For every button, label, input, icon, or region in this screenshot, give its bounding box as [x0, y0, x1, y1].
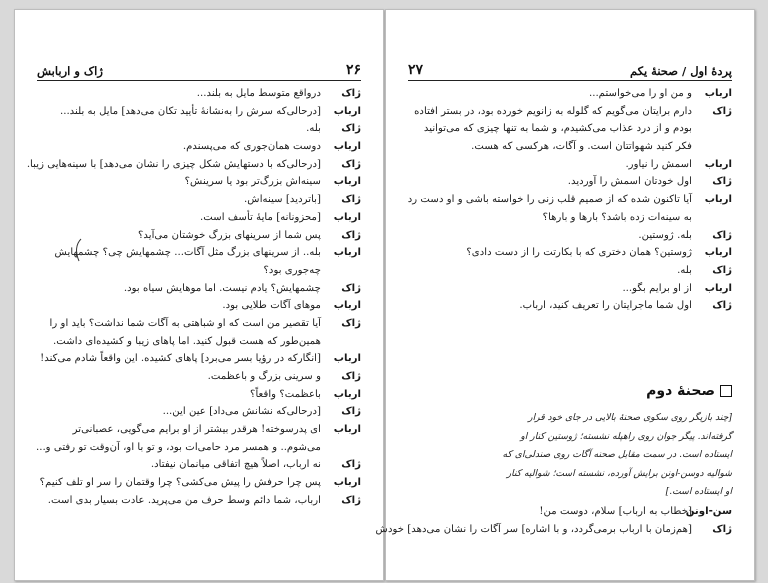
pen-mark — [73, 238, 83, 262]
left-page — [14, 9, 384, 581]
dialogue-line — [37, 300, 361, 318]
dialogue-text: ارباب، شما دائم وسط حرف من می‌پرید. عادت بسیار بدی است. — [47, 494, 321, 506]
dialogue-text: آیا تاکنون شده که از صمیم قلب زنی را خواسته باشی و او دست رد — [407, 194, 692, 206]
dialogue-line — [37, 318, 361, 336]
dialogue-text: [درحالی‌که سرش را به‌نشانهٔ تأیید تکان می‌دهد] مایل به بلند... — [59, 105, 321, 117]
left-page-dialogue — [26, 88, 361, 513]
dialogue-text: ای پدرسوخته! هرقدر بیشتر از او برایم می‌گویی، عصبانی‌تر — [72, 424, 321, 436]
dialogue-text: به سینه‌ات زده باشد؟ بارها و بارها؟ — [542, 211, 692, 223]
dialogue-line — [408, 506, 732, 524]
speaker-name: ارباب — [333, 141, 361, 153]
stage-direction-line: [چند بازیگر روی سکوی صحنهٔ بالایی در جای خود قرار — [528, 412, 732, 423]
dialogue-text: دارم برایتان می‌گویم که گلوله به زانویم خورده بود، در بستر افتاده — [414, 105, 692, 117]
dialogue-line — [37, 176, 361, 194]
speaker-name: ارباب — [333, 176, 361, 188]
dialogue-text: باعظمت؟ واقعاً؟ — [250, 388, 321, 400]
dialogue-line — [37, 353, 361, 371]
dialogue-line — [37, 106, 361, 124]
dialogue-line — [408, 300, 732, 318]
dialogue-text: می‌شوم.. و همسر مرد حامی‌ات بود، و تو با او، آن‌وقت تو رفتی و... — [35, 441, 321, 453]
speaker-name: ژاک — [712, 264, 732, 276]
dialogue-line — [37, 424, 361, 442]
left-page-header-title: ژاک و اربابش — [37, 64, 103, 78]
dialogue-text: [هم‌زمان با ارباب برمی‌گردد، و با اشاره] سر آگات را نشان می‌دهد] خودش — [375, 523, 692, 535]
dialogue-line — [408, 123, 732, 141]
dialogue-line — [408, 265, 732, 283]
dialogue-line — [37, 247, 361, 265]
dialogue-line — [408, 88, 732, 106]
dialogue-line — [408, 141, 732, 159]
speaker-name: ژاک — [341, 406, 361, 418]
dialogue-line — [37, 389, 361, 407]
dialogue-line — [37, 194, 361, 212]
dialogue-text: بله. — [677, 264, 692, 276]
dialogue-line — [37, 141, 361, 159]
dialogue-line — [408, 247, 732, 265]
speaker-name: ارباب — [704, 88, 732, 99]
dialogue-line — [408, 194, 732, 212]
dialogue-line — [408, 106, 732, 124]
dialogue-text: ژوستین؟ همان دختری که با بکارتت را از دست دادی؟ — [466, 247, 692, 259]
stage-direction-line: گرفته‌اند. پیگر جوان روی راهپله نشسته؛ ژوستین کنار او — [520, 430, 732, 442]
speaker-name: ژاک — [341, 494, 361, 506]
dialogue-text: و من او را می‌خواستم... — [588, 88, 692, 99]
dialogue-text: و سرینی بزرگ و باعظمت. — [207, 371, 321, 382]
right-page-header-title: پردهٔ اول / صحنهٔ یکم — [629, 64, 732, 78]
dialogue-text: سینه‌اش بزرگ‌تر بود یا سرینش؟ — [184, 176, 321, 188]
dialogue-text: [انگارکه در رؤیا بسر می‌برد] پاهای کشیده. این واقعاً شادم می‌کند! — [40, 353, 321, 365]
speaker-name: ژاک — [341, 317, 361, 329]
right-page-number: ۲۷ — [408, 62, 424, 78]
speaker-name: ژاک — [712, 176, 732, 188]
left-page-number: ۲۶ — [345, 62, 361, 78]
dialogue-line — [37, 406, 361, 424]
speaker-name: ارباب — [704, 247, 732, 259]
speaker-name: ژاک — [341, 229, 361, 241]
right-page-header — [408, 58, 732, 81]
speaker-name: ارباب — [333, 353, 361, 365]
speaker-name: ارباب — [704, 282, 732, 294]
dialogue-text: همین‌طور که هست قبول کنید. اما پاهای زیبا و کشیده‌ای داشت. — [52, 335, 321, 347]
speaker-name: ژاک — [341, 371, 361, 382]
dialogue-text: پس چرا حرفش را پیش می‌کشی؟ چرا وقتمان را سر او تلف کنیم؟ — [39, 477, 321, 489]
speaker-name: ارباب — [333, 300, 361, 312]
scene-heading — [646, 383, 732, 399]
dialogue-line — [37, 230, 361, 248]
dialogue-line — [37, 88, 361, 106]
speaker-name: ژاک — [712, 105, 732, 117]
dialogue-line — [37, 265, 361, 283]
speaker-name: ارباب — [333, 105, 361, 117]
dialogue-text: آیا تقصیر من است که او شباهتی به آگات شما نداشت؟ باید او را — [49, 317, 321, 329]
dialogue-line — [37, 477, 361, 495]
dialogue-line — [37, 371, 361, 389]
speaker-name: سن-اونن — [685, 506, 732, 517]
square-bullet-icon — [720, 385, 732, 397]
dialogue-line — [37, 212, 361, 230]
dialogue-text: اسمش را نیاور. — [625, 158, 692, 170]
dialogue-text: بودم و از درد عذاب می‌کشیدم، و شما به تنها چیزی که می‌توانید — [423, 123, 692, 135]
speaker-name: ژاک — [341, 459, 361, 471]
scene-two-dialogue — [375, 506, 732, 541]
dialogue-text: [باتردید] سینه‌اش. — [244, 194, 321, 206]
speaker-name: ژاک — [712, 523, 732, 535]
speaker-name: ارباب — [333, 388, 361, 400]
speaker-name: ژاک — [341, 88, 361, 99]
dialogue-text: [درحالی‌که نشانش می‌داد] عین این... — [162, 406, 321, 418]
dialogue-text: چشمهایش؟ یادم نیست. اما موهایش سیاه بود. — [123, 282, 321, 294]
dialogue-line — [408, 230, 732, 248]
dialogue-line — [37, 336, 361, 354]
dialogue-line — [37, 495, 361, 513]
stage-direction-line: شوالیه دوسن-اونن برایش آورده، نشسته است؛ شوالیه کنار — [506, 467, 732, 479]
dialogue-line — [408, 176, 732, 194]
speaker-name: ارباب — [704, 158, 732, 170]
dialogue-line — [26, 158, 361, 177]
dialogue-line — [37, 283, 361, 301]
dialogue-text: اول خودتان اسمش را آوردید. — [567, 176, 692, 188]
dialogue-text: بله. — [306, 123, 321, 135]
speaker-name: ارباب — [333, 477, 361, 489]
dialogue-text: درواقع متوسط مایل به بلند... — [196, 88, 321, 99]
speaker-name: ژاک — [712, 300, 732, 312]
dialogue-line — [408, 159, 732, 177]
speaker-name: ژاک — [341, 194, 361, 206]
dialogue-text: دوست همان‌جوری که می‌پسندم. — [182, 141, 321, 153]
dialogue-text: از او برایم بگو... — [622, 282, 692, 294]
dialogue-line — [37, 442, 361, 460]
dialogue-text: موهای آگات طلایی بود. — [222, 300, 321, 312]
dialogue-text: نه ارباب، اصلاً هیچ اتفاقی میانمان نیفتاد. — [150, 459, 321, 471]
speaker-name: ژاک — [341, 282, 361, 294]
dialogue-line — [37, 123, 361, 141]
speaker-name: ارباب — [333, 424, 361, 436]
right-page — [375, 9, 755, 581]
dialogue-text: اول شما ماجرایتان را تعریف کنید، ارباب. — [519, 300, 692, 312]
scene-heading-text: صحنهٔ دوم — [646, 383, 715, 399]
dialogue-text: [درحالی‌که با دستهایش شکل چیزی را نشان می‌دهد] با سینه‌هایی زیبا. — [26, 158, 321, 170]
speaker-name: ارباب — [333, 247, 361, 259]
dialogue-text: فکر کنید شهواتتان است. و آگات، هرکسی که هست. — [471, 141, 692, 153]
dialogue-line — [408, 212, 732, 230]
right-page-dialogue — [408, 88, 732, 318]
dialogue-text: پس شما از سرینهای بزرگ خوشتان می‌آید؟ — [138, 229, 321, 241]
dialogue-text: [خطاب به ارباب] سلام، دوست من! — [539, 506, 692, 517]
speaker-name: ارباب — [333, 211, 361, 223]
speaker-name: ارباب — [704, 194, 732, 206]
dialogue-text: بله. ژوستین. — [638, 229, 692, 241]
dialogue-line — [37, 459, 361, 477]
dialogue-line — [408, 283, 732, 301]
dialogue-text: چه‌جوری بود؟ — [263, 264, 321, 276]
speaker-name: ژاک — [712, 229, 732, 241]
speaker-name: ژاک — [341, 123, 361, 135]
dialogue-text: [محزونانه] مایهٔ تأسف است. — [200, 211, 321, 223]
dialogue-text: بله.. از سرینهای بزرگ مثل آگات... چشمهایش چی؟ چشمهایش — [54, 247, 321, 259]
stage-directions — [408, 412, 732, 505]
dialogue-line — [375, 523, 732, 542]
stage-direction-line: او ایستاده است.] — [665, 486, 732, 497]
speaker-name: ژاک — [341, 158, 361, 170]
stage-direction-line: ایستاده است. در سمت مقابل صحنه آگات روی صندلی‌ای که — [502, 449, 732, 460]
left-page-header — [37, 58, 361, 81]
